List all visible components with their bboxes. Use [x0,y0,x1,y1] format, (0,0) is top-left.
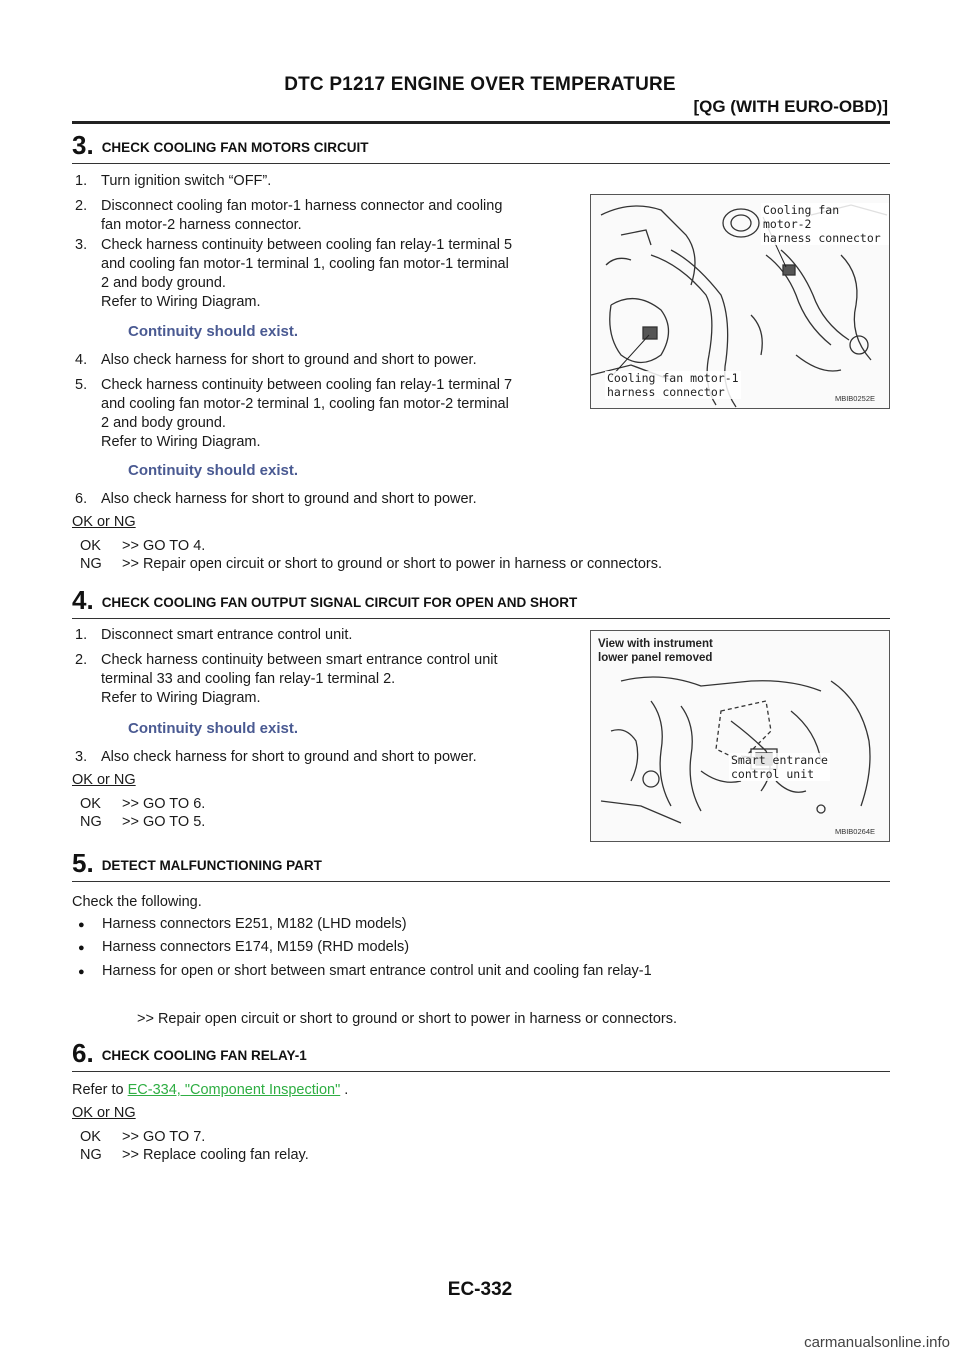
item-text: and cooling fan motor-1 terminal 1, cooling fan motor-1 terminal [101,256,509,272]
page-title: DTC P1217 ENGINE OVER TEMPERATURE [284,74,676,95]
bullet-dot: ● [78,919,85,931]
item-text: Refer to Wiring Diagram. [101,434,261,450]
item-number: 1. [75,627,88,643]
item-text: Also check harness for short to ground and short to power. [101,749,477,765]
result-ng-key: NG [80,814,102,830]
result-ng-value: >> GO TO 5. [122,814,206,830]
ok-or-ng-label: OK or NG [72,514,136,530]
step-number: 6. [72,1038,94,1068]
figure-code: MBIB0252E [834,394,875,403]
continuity-spec: Continuity should exist. [128,720,299,737]
result-ok-key: OK [80,796,101,812]
result-ng-key: NG [80,556,102,572]
step-number: 5. [72,848,94,878]
step-4-heading [72,587,890,619]
bullet-text: Harness for open or short between smart entrance control unit and cooling fan relay-1 [102,963,652,979]
item-number: 6. [75,491,88,507]
continuity-spec: Continuity should exist. [128,323,299,340]
result-ok-value: >> GO TO 4. [122,538,206,554]
step-6-heading [72,1040,890,1072]
item-text: and cooling fan motor-2 terminal 1, cooling fan motor-2 terminal [101,396,509,412]
result-ok-value: >> GO TO 7. [122,1129,206,1145]
continuity-spec: Continuity should exist. [128,462,299,479]
page-number: EC-332 [447,1279,513,1300]
item-text: Turn ignition switch “OFF”. [101,173,272,189]
figure-code: MBIB0264E [834,827,875,836]
page-subtitle: [QG (WITH EURO-OBD)] [693,97,888,116]
figure-smart-entrance-unit [590,630,890,842]
step-5-result: >> Repair open circuit or short to ground or short to power in harness or connectors. [137,1011,678,1027]
step-5-intro: Check the following. [72,894,202,910]
item-text: Disconnect cooling fan motor-1 harness connector and cooling [101,198,503,214]
step-3-heading [72,132,890,164]
label-view-note: View with instrument lower panel removed [598,638,713,664]
step-5-heading [72,850,890,882]
item-number: 1. [75,173,88,189]
component-inspection-link[interactable]: EC-334, "Component Inspection" [127,1082,341,1098]
item-text: Also check harness for short to ground and short to power. [101,491,477,507]
item-text: Check harness continuity between cooling fan relay-1 terminal 7 [101,377,513,393]
ok-or-ng-label: OK or NG [72,1105,136,1121]
item-text: fan motor-2 harness connector. [101,217,302,233]
item-number: 3. [75,749,88,765]
result-ok-key: OK [80,1129,101,1145]
result-ng-value: >> Repair open circuit or short to ground or short to power in harness or connectors. [122,556,663,572]
item-number: 4. [75,352,88,368]
header-divider [72,121,890,124]
label-motor-1-connector: Cooling fan motor-1 harness connector [607,371,739,399]
step-6-refer: Refer to EC-334, "Component Inspection" . [72,1082,349,1098]
result-ok-value: >> GO TO 6. [122,796,206,812]
step-number: 3. [72,130,94,160]
label-smart-entrance-unit: Smart entrance control unit [731,753,828,781]
label-motor-2-connector: Cooling fan motor-2 harness connector [761,203,889,245]
item-number: 3. [75,237,88,253]
watermark: carmanualsonline.info [804,1334,950,1351]
item-text: Check harness continuity between cooling fan relay-1 terminal 5 [101,237,513,253]
step-title: DETECT MALFUNCTIONING PART [101,858,322,873]
bullet-text: Harness connectors E251, M182 (LHD models) [102,916,407,932]
step-title: CHECK COOLING FAN OUTPUT SIGNAL CIRCUIT FOR OPEN AND SHORT [101,595,578,610]
bullet-dot: ● [78,966,85,978]
figure-cooling-fan-connectors [590,194,890,409]
item-text: Disconnect smart entrance control unit. [101,627,353,643]
bullet-dot: ● [78,942,85,954]
item-text: terminal 33 and cooling fan relay-1 terminal 2. [101,671,396,687]
item-number: 5. [75,377,88,393]
item-text: Refer to Wiring Diagram. [101,690,261,706]
item-text: Refer to Wiring Diagram. [101,294,261,310]
item-text: Check harness continuity between smart entrance control unit [101,652,498,668]
result-ok-key: OK [80,538,101,554]
step-number: 4. [72,585,94,615]
item-text: 2 and body ground. [101,275,226,291]
bullet-text: Harness connectors E174, M159 (RHD models) [102,939,410,955]
item-text: Also check harness for short to ground and short to power. [101,352,477,368]
step-title: CHECK COOLING FAN RELAY-1 [101,1048,307,1063]
result-ng-key: NG [80,1147,102,1163]
item-text: 2 and body ground. [101,415,226,431]
item-number: 2. [75,652,88,668]
ok-or-ng-label: OK or NG [72,772,136,788]
result-ng-value: >> Replace cooling fan relay. [122,1147,309,1163]
item-number: 2. [75,198,88,214]
step-title: CHECK COOLING FAN MOTORS CIRCUIT [101,140,369,155]
